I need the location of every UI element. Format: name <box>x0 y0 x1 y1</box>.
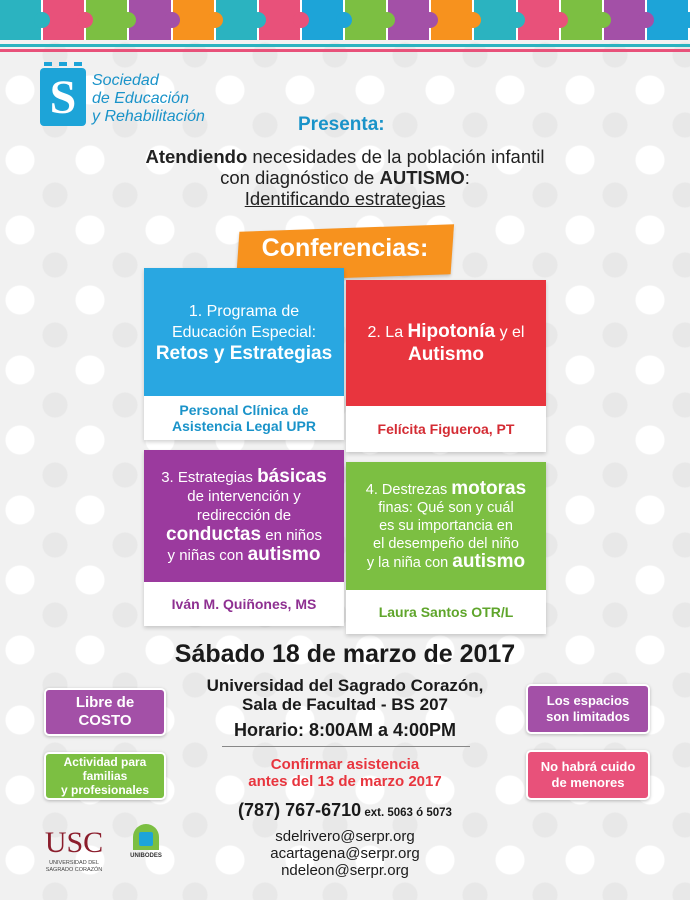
contact-phone: (787) 767-6710 ext. 5063 ó 5073 <box>238 800 452 820</box>
conference-card-1 <box>144 268 344 440</box>
divider <box>222 746 470 747</box>
conference-card-2 <box>346 280 546 452</box>
event-venue: Universidad del Sagrado Corazón, Sala de Facultad - BS 207 <box>206 676 484 714</box>
conference-card-3 <box>144 450 344 626</box>
email-link[interactable]: sdelrivero@serpr.org <box>275 828 415 845</box>
event-headline: Atendiendo necesidades de la población infantil con diagnóstico de AUTISMO: Identificando estrategias <box>145 146 545 209</box>
divider-rule <box>0 49 690 52</box>
rsvp-notice: Confirmar asistencia antes del 13 de marzo 2017 <box>248 756 442 790</box>
ser-logo-icon <box>40 68 86 126</box>
usc-logo: USC UNIVERSIDAD DEL SAGRADO CORAZÓN <box>44 826 104 873</box>
presenta-label: Presenta: <box>298 114 385 135</box>
puzzle-strip <box>0 0 690 40</box>
no-childcare-badge: No habrá cuido de menores <box>526 750 650 800</box>
audience-badge: Actividad para familias y profesionales <box>44 752 166 800</box>
conference-title: 2. La Hipotonía y el Autismo <box>346 280 546 406</box>
conference-card-4 <box>346 462 546 634</box>
conference-title: 4. Destrezas motoras finas: Qué son y cuál es su importancia en el desempeño del niño y la niña con autismo <box>346 462 546 590</box>
divider-rule <box>0 44 690 47</box>
conference-title: 3. Estrategias básicas de intervención y redirección de conductas en niños y niñas con autismo <box>144 450 344 582</box>
conference-title: 1. Programa de Educación Especial: Retos y Estrategias <box>144 268 344 396</box>
puzzle-piece <box>0 0 43 40</box>
event-schedule: Horario: 8:00AM a 4:00PM <box>233 720 457 740</box>
event-date: Sábado 18 de marzo de 2017 <box>174 640 516 668</box>
unibodes-logo: UNIBODES <box>118 824 174 886</box>
conference-speaker: Personal Clínica de Asistencia Legal UPR <box>144 396 344 440</box>
free-cost-badge: Libre de COSTO <box>44 688 166 736</box>
email-link[interactable]: ndeleon@serpr.org <box>281 862 409 879</box>
unibodes-logo-icon <box>133 824 159 850</box>
contact-emails <box>210 828 480 879</box>
org-name: Sociedad de Educación y Rehabilitación <box>92 72 205 125</box>
email-link[interactable]: acartagena@serpr.org <box>270 845 420 862</box>
conference-speaker: Felícita Figueroa, PT <box>346 406 546 452</box>
limited-space-badge: Los espacios son limitados <box>526 684 650 734</box>
conference-speaker: Laura Santos OTR/L <box>346 590 546 634</box>
conferences-title: Conferencias: <box>261 234 429 262</box>
conference-speaker: Iván M. Quiñones, MS <box>144 582 344 626</box>
